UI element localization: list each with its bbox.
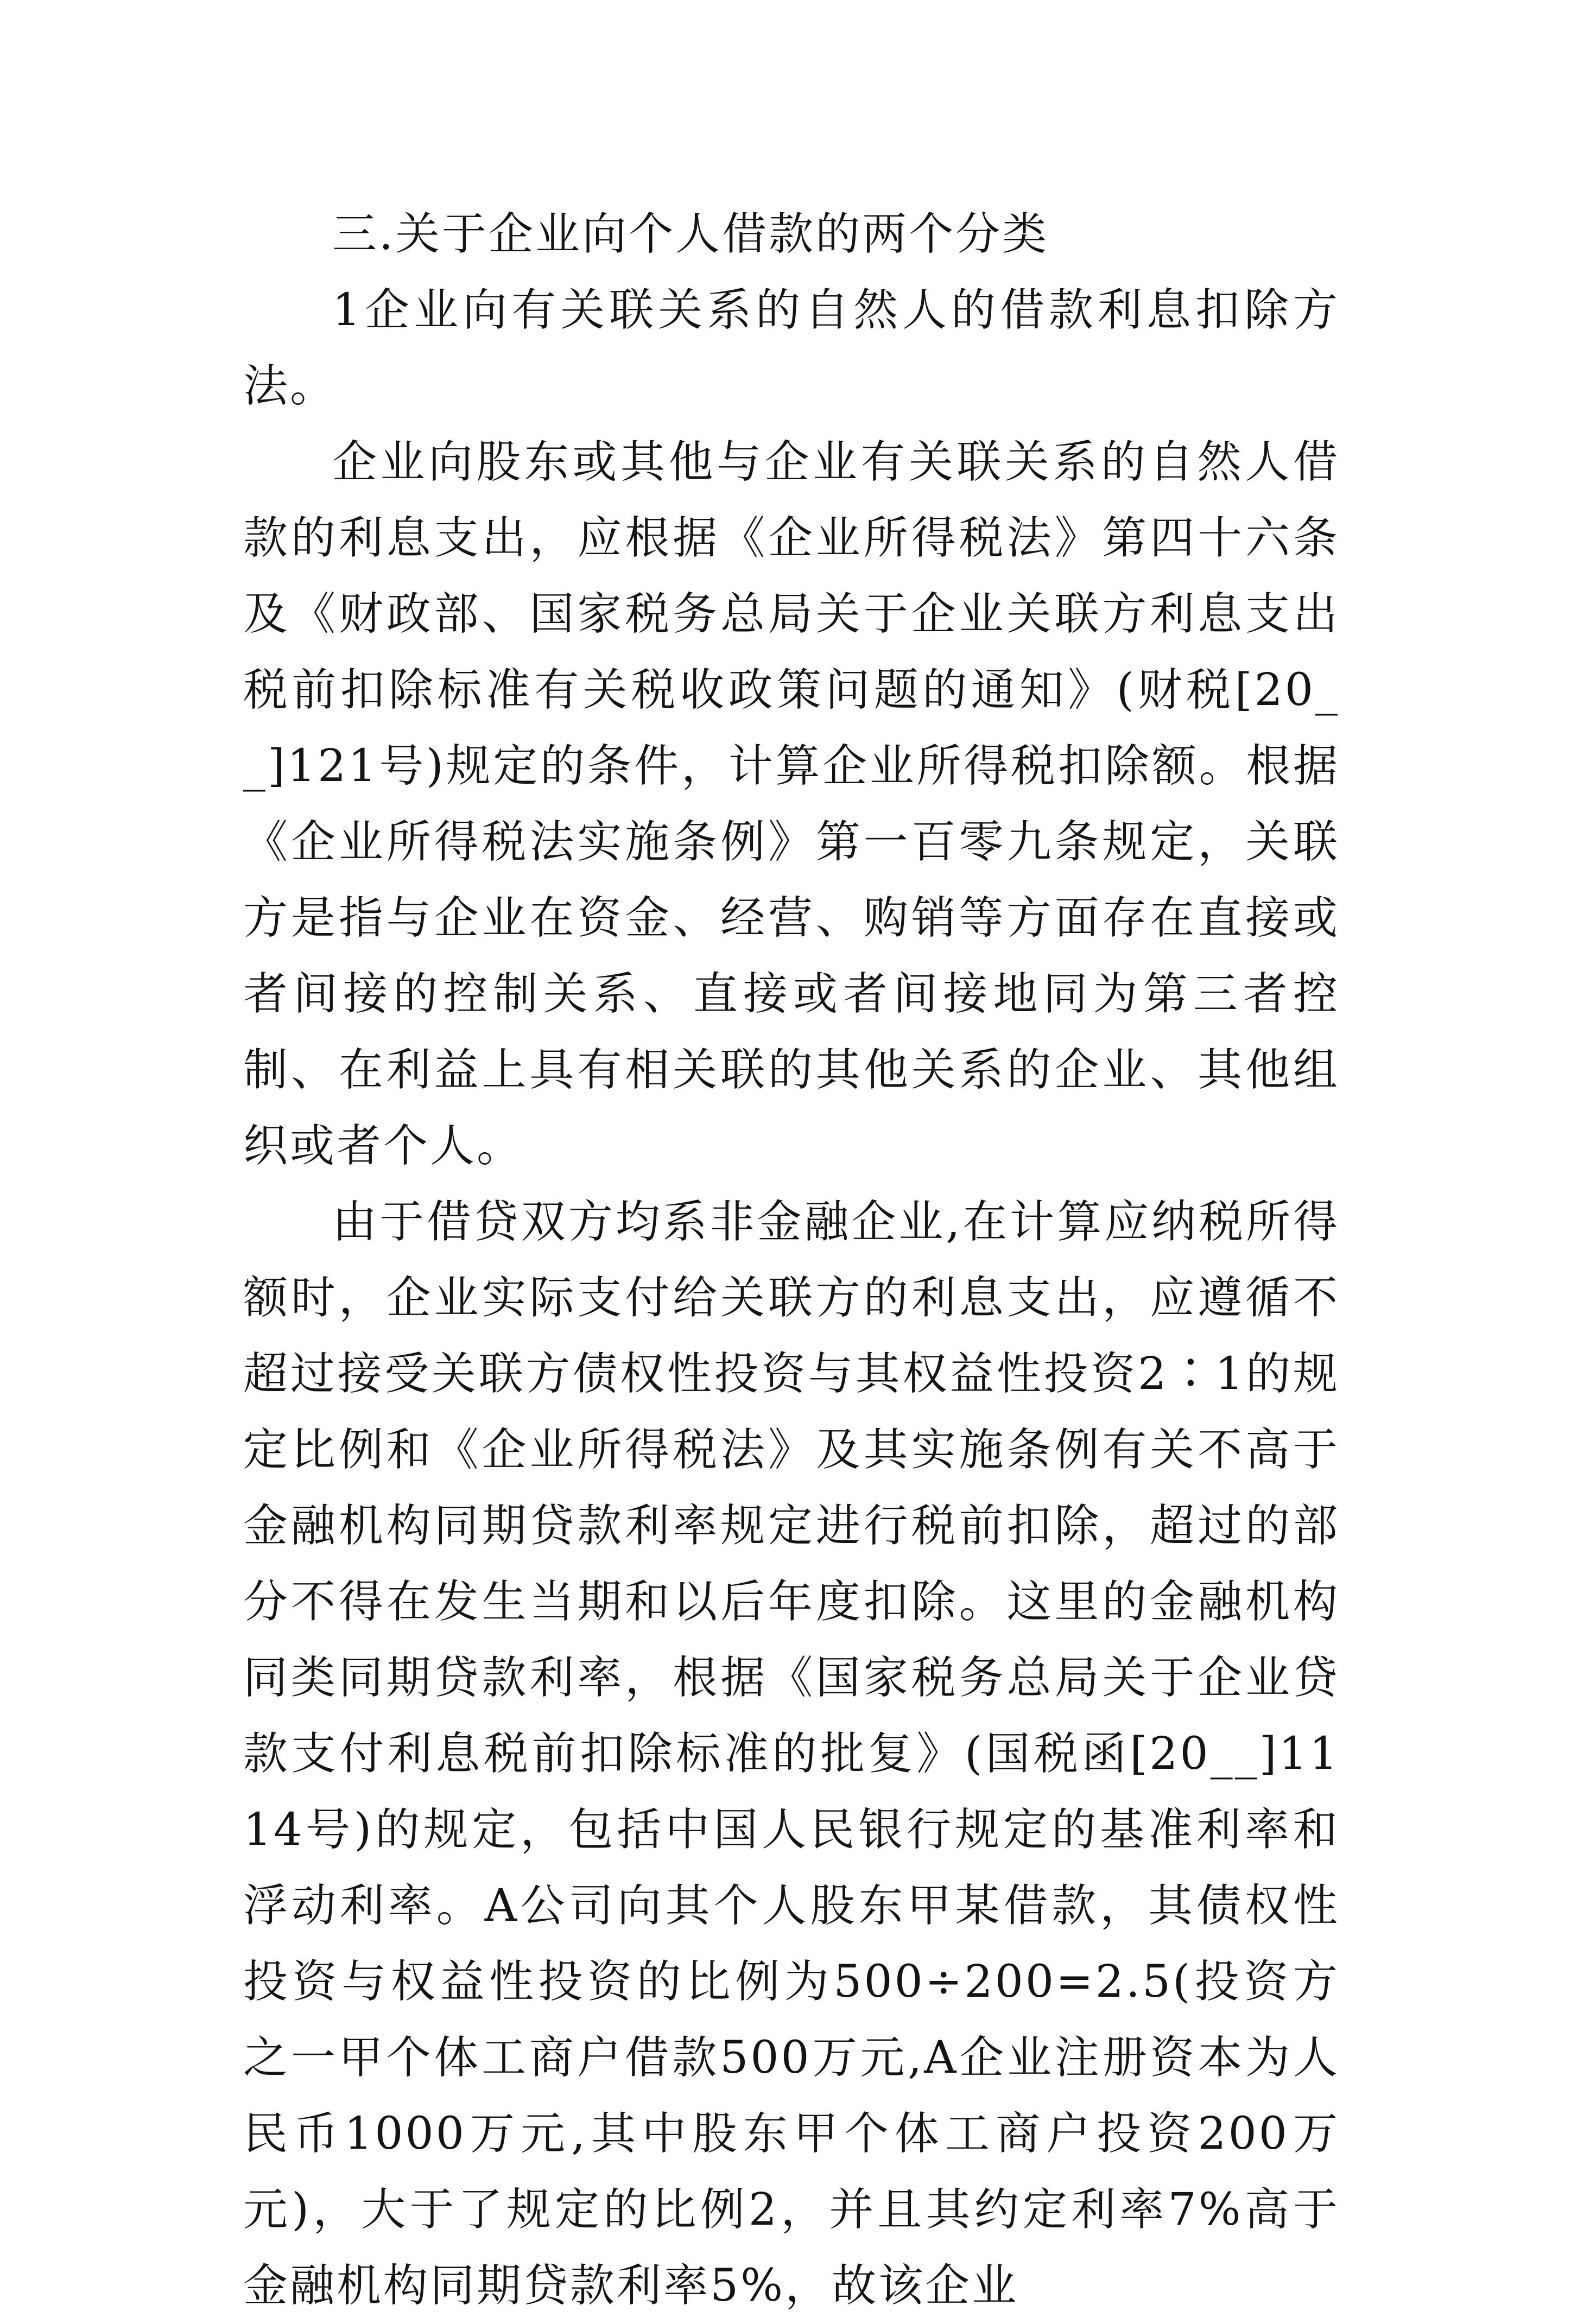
body-paragraph: 企业向股东或其他与企业有关联关系的自然人借款的利息支出，应根据《企业所得税法》第四十六条及《财政部、国家税务总局关于企业关联方利息支出税前扣除标准有关税收政策问题的通知》(财税[20__]121号)规定的条件，计算企业所得税扣除额。根据《企业所得税法实施条例》第一百零九条规定，关联方是指与企业在资金、经营、购销等方面存在直接或者间接的控制关系、直接或者间接地同为第三者控制、在利益上具有相关联的其他关系的企业、其他组织或者个人。 [243, 436, 1340, 1172]
subsection-heading: 1企业向有关联关系的自然人的借款利息扣除方法。 [243, 284, 1340, 412]
section-heading: 三.关于企业向个人借款的两个分类 [332, 208, 1049, 260]
document-body [243, 196, 1340, 2324]
body-paragraph: 由于借贷双方均系非金融企业,在计算应纳税所得额时，企业实际支付给关联方的利息支出，应遵循不超过接受关联方债权性投资与其权益性投资2∶1的规定比例和《企业所得税法》及其实施条例有关不高于金融机构同期贷款利率规定进行税前扣除，超过的部分不得在发生当期和以后年度扣除。这里的金融机构同类同期贷款利率，根据《国家税务总局关于企业贷款支付利息税前扣除标准的批复》(国税函[20__]1114号)的规定，包括中国人民银行规定的基准利率和浮动利率。A公司向其个人股东甲某借款，其债权性投资与权益性投资的比例为500÷200=2.5(投资方之一甲个体工商户借款500万元,A企业注册资本为人民币1000万元,其中股东甲个体工商户投资200万元)，大于了规定的比例2，并且其约定利率7%高于金融机构同期贷款利率5%，故该企业 [243, 1196, 1340, 2312]
